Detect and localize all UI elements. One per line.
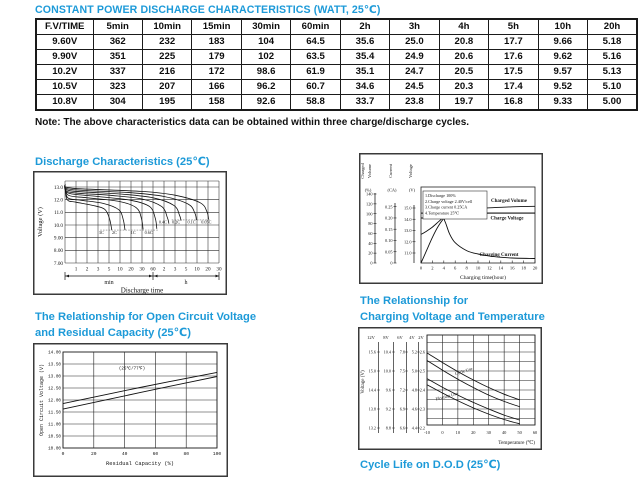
final-voltage-cell: 10.5V xyxy=(36,80,93,95)
svg-text:30: 30 xyxy=(139,266,145,273)
svg-text:0.25: 0.25 xyxy=(384,204,393,210)
watt-value-cell: 63.5 xyxy=(291,50,340,65)
svg-text:6.9: 6.9 xyxy=(399,406,405,412)
svg-text:4.6: 4.6 xyxy=(411,406,417,412)
svg-text:Charged Volume: Charged Volume xyxy=(491,199,527,204)
svg-text:-10: -10 xyxy=(424,430,430,435)
table-header-cell: 3h xyxy=(390,19,439,35)
svg-text:10: 10 xyxy=(455,430,461,435)
svg-text:18: 18 xyxy=(521,265,526,271)
svg-text:0: 0 xyxy=(61,452,65,457)
svg-text:2C: 2C xyxy=(112,229,117,235)
final-voltage-cell: 10.2V xyxy=(36,65,93,80)
page-title: CONSTANT POWER DISCHARGE CHARACTERISTICS (WATT, 25℃) xyxy=(35,4,381,16)
watt-value-cell: 17.6 xyxy=(489,50,538,65)
svg-text:Residual Capacity (%): Residual Capacity (%) xyxy=(106,461,174,467)
svg-text:12.00: 12.00 xyxy=(48,398,61,404)
svg-text:10.0: 10.0 xyxy=(53,222,63,229)
svg-text:0: 0 xyxy=(370,260,373,266)
svg-text:9.00: 9.00 xyxy=(53,235,63,242)
cycle-life-title: Cycle Life on D.O.D (25℃) xyxy=(360,459,501,471)
svg-text:0.20: 0.20 xyxy=(384,215,393,221)
svg-text:5: 5 xyxy=(107,266,111,273)
svg-text:Floating Use: Floating Use xyxy=(435,390,459,402)
charging-characteristics-chart xyxy=(359,153,543,284)
table-header-cell: 60min xyxy=(291,19,340,35)
svg-text:(25℃/77℉): (25℃/77℉) xyxy=(118,367,146,372)
svg-text:40: 40 xyxy=(368,240,373,246)
svg-text:3: 3 xyxy=(173,266,177,273)
final-voltage-cell: 10.8V xyxy=(36,95,93,111)
svg-text:8V: 8V xyxy=(383,335,389,340)
svg-text:13.0: 13.0 xyxy=(53,184,63,191)
svg-text:20: 20 xyxy=(91,452,97,457)
svg-text:2.3: 2.3 xyxy=(419,406,425,412)
svg-text:13.00: 13.00 xyxy=(48,374,61,380)
svg-text:100: 100 xyxy=(212,452,222,457)
svg-text:0.4C: 0.4C xyxy=(158,219,167,225)
svg-text:11.50: 11.50 xyxy=(48,410,61,416)
svg-text:Volume: Volume xyxy=(367,163,372,179)
watt-value-cell: 5.16 xyxy=(588,50,637,65)
svg-text:30: 30 xyxy=(216,266,222,273)
watt-value-cell: 20.8 xyxy=(439,35,488,50)
svg-text:4.4: 4.4 xyxy=(411,425,417,431)
svg-text:2.6: 2.6 xyxy=(419,349,425,355)
ocv-chart-title-line1: The Relationship for Open Circuit Voltage xyxy=(35,311,257,323)
watt-value-cell: 23.8 xyxy=(390,95,439,111)
svg-text:0.6C: 0.6C xyxy=(144,229,153,235)
watt-value-cell: 232 xyxy=(142,35,191,50)
watt-value-cell: 96.2 xyxy=(241,80,290,95)
svg-text:2.2: 2.2 xyxy=(419,425,425,431)
svg-text:3: 3 xyxy=(96,266,100,273)
table-header-cell: 10min xyxy=(142,19,191,35)
svg-text:6.6: 6.6 xyxy=(399,425,405,431)
watt-value-cell: 207 xyxy=(142,80,191,95)
svg-text:0.2C: 0.2C xyxy=(172,219,181,225)
final-voltage-cell: 9.60V xyxy=(36,35,93,50)
charging-voltage-temperature-chart xyxy=(358,327,542,450)
svg-text:Discharge time: Discharge time xyxy=(120,286,164,295)
watt-value-cell: 179 xyxy=(192,50,241,65)
svg-text:9.6: 9.6 xyxy=(385,387,391,393)
svg-text:Charging time(hour): Charging time(hour) xyxy=(459,275,507,281)
svg-text:Voltage (V): Voltage (V) xyxy=(361,370,366,394)
watt-value-cell: 362 xyxy=(93,35,142,50)
svg-text:0: 0 xyxy=(441,430,444,435)
svg-text:9.2: 9.2 xyxy=(385,406,391,412)
svg-text:30: 30 xyxy=(486,430,491,435)
svg-text:0.1C: 0.1C xyxy=(187,219,196,225)
svg-text:(CA): (CA) xyxy=(387,187,397,193)
watt-value-cell: 337 xyxy=(93,65,142,80)
watt-value-cell: 33.7 xyxy=(340,95,389,111)
watt-value-cell: 92.6 xyxy=(241,95,290,111)
watt-value-cell: 304 xyxy=(93,95,142,111)
svg-text:10.4: 10.4 xyxy=(383,349,391,355)
svg-text:11.00: 11.00 xyxy=(48,422,61,428)
svg-text:Current: Current xyxy=(388,163,393,179)
svg-text:4.Temperature 25℃: 4.Temperature 25℃ xyxy=(425,210,460,216)
table-header-cell: 10h xyxy=(538,19,587,35)
svg-text:60: 60 xyxy=(150,266,156,273)
svg-text:13.50: 13.50 xyxy=(48,362,61,368)
table-row xyxy=(36,65,637,80)
svg-text:10.00: 10.00 xyxy=(48,446,61,452)
watt-value-cell: 5.13 xyxy=(588,65,637,80)
svg-text:6V: 6V xyxy=(397,335,403,340)
svg-text:5: 5 xyxy=(184,266,188,273)
temp-chart-title xyxy=(360,294,545,325)
watt-value-cell: 20.6 xyxy=(439,50,488,65)
watt-value-cell: 9.62 xyxy=(538,50,587,65)
watt-value-cell: 17.7 xyxy=(489,35,538,50)
svg-text:0.15: 0.15 xyxy=(384,226,393,232)
watt-value-cell: 25.0 xyxy=(390,35,439,50)
svg-text:13.8: 13.8 xyxy=(368,406,376,412)
svg-text:140: 140 xyxy=(366,191,373,197)
svg-text:1C: 1C xyxy=(130,229,136,235)
watt-value-cell: 216 xyxy=(142,65,191,80)
table-note: Note: The above characteristics data can be obtained within three charge/discharge cycles. xyxy=(35,117,470,128)
svg-text:Open Circuit Voltage (V): Open Circuit Voltage (V) xyxy=(39,363,45,437)
svg-text:4.8: 4.8 xyxy=(411,387,417,393)
watt-value-cell: 9.57 xyxy=(538,65,587,80)
watt-value-cell: 5.18 xyxy=(588,35,637,50)
watt-value-cell: 35.1 xyxy=(340,65,389,80)
svg-text:0.05C: 0.05C xyxy=(201,219,212,225)
svg-text:0: 0 xyxy=(390,260,393,266)
watt-value-cell: 35.4 xyxy=(340,50,389,65)
table-header-cell: F.V/TIME xyxy=(36,19,93,35)
svg-text:Charge Voltage: Charge Voltage xyxy=(490,216,524,222)
svg-text:60: 60 xyxy=(152,452,159,457)
svg-text:7.8: 7.8 xyxy=(399,349,405,355)
watt-value-cell: 64.5 xyxy=(291,35,340,50)
svg-text:5.2: 5.2 xyxy=(411,349,417,355)
svg-text:120: 120 xyxy=(366,201,373,207)
svg-text:3C: 3C xyxy=(98,229,104,235)
watt-value-cell: 17.4 xyxy=(489,80,538,95)
svg-text:13.2: 13.2 xyxy=(368,425,376,431)
watt-value-cell: 60.7 xyxy=(291,80,340,95)
svg-text:80: 80 xyxy=(368,221,373,227)
watt-value-cell: 16.8 xyxy=(489,95,538,111)
svg-text:15.0: 15.0 xyxy=(403,205,412,211)
watt-value-cell: 195 xyxy=(142,95,191,111)
discharge-characteristics-chart xyxy=(33,171,227,295)
svg-text:(V): (V) xyxy=(408,187,416,193)
constant-power-table xyxy=(35,18,638,111)
svg-text:100: 100 xyxy=(366,211,373,217)
svg-text:12.0: 12.0 xyxy=(53,197,63,204)
svg-text:10: 10 xyxy=(194,266,200,273)
svg-text:0.05: 0.05 xyxy=(384,249,393,255)
svg-text:11.0: 11.0 xyxy=(404,250,412,256)
svg-text:14.4: 14.4 xyxy=(368,387,376,393)
watt-value-cell: 17.5 xyxy=(489,65,538,80)
table-header-cell: 2h xyxy=(340,19,389,35)
svg-text:15.6: 15.6 xyxy=(368,349,376,355)
final-voltage-cell: 9.90V xyxy=(36,50,93,65)
svg-text:40: 40 xyxy=(501,430,507,435)
svg-text:8.8: 8.8 xyxy=(385,425,391,431)
svg-text:12.0: 12.0 xyxy=(403,239,412,245)
svg-text:20: 20 xyxy=(532,265,538,271)
watt-value-cell: 172 xyxy=(192,65,241,80)
ocv-chart-title-line2: and Residual Capacity (25℃) xyxy=(35,326,191,339)
watt-value-cell: 102 xyxy=(241,50,290,65)
temp-chart-title-line2: Charging Voltage and Temperature xyxy=(360,310,545,323)
svg-text:10.0: 10.0 xyxy=(383,368,391,374)
svg-text:20: 20 xyxy=(128,266,134,273)
watt-value-cell: 35.6 xyxy=(340,35,389,50)
svg-text:2: 2 xyxy=(85,266,89,273)
svg-text:6: 6 xyxy=(454,265,457,271)
temp-chart-title-line1: The Relationship for xyxy=(360,295,469,307)
watt-value-cell: 19.7 xyxy=(439,95,488,111)
watt-value-cell: 34.6 xyxy=(340,80,389,95)
svg-text:2.5: 2.5 xyxy=(419,368,425,374)
svg-text:0.10: 0.10 xyxy=(384,238,393,244)
svg-text:14: 14 xyxy=(498,265,504,271)
svg-text:20: 20 xyxy=(368,250,373,256)
svg-text:10.50: 10.50 xyxy=(48,434,61,440)
svg-text:2.Charge voltage 2.40V/cell: 2.Charge voltage 2.40V/cell xyxy=(425,198,473,204)
watt-value-cell: 158 xyxy=(192,95,241,111)
svg-text:11.0: 11.0 xyxy=(54,210,63,217)
svg-text:min: min xyxy=(104,279,114,286)
svg-text:12: 12 xyxy=(487,265,492,271)
svg-text:1.Discharge 100%: 1.Discharge 100% xyxy=(425,193,456,198)
watt-value-cell: 9.33 xyxy=(538,95,587,111)
table-header-cell: 20h xyxy=(588,19,637,35)
table-row xyxy=(36,95,637,111)
svg-text:Voltage (V): Voltage (V) xyxy=(37,207,44,237)
svg-text:60: 60 xyxy=(532,430,538,435)
watt-value-cell: 61.9 xyxy=(291,65,340,80)
watt-value-cell: 323 xyxy=(93,80,142,95)
watt-value-cell: 351 xyxy=(93,50,142,65)
svg-text:15.0: 15.0 xyxy=(368,368,376,374)
svg-text:3.Charge current 0.25CA: 3.Charge current 0.25CA xyxy=(425,204,468,210)
svg-text:1: 1 xyxy=(74,266,78,273)
watt-value-cell: 225 xyxy=(142,50,191,65)
table-row xyxy=(36,80,637,95)
table-header-cell: 4h xyxy=(439,19,488,35)
watt-value-cell: 9.66 xyxy=(538,35,587,50)
watt-value-cell: 20.5 xyxy=(439,65,488,80)
svg-text:2V: 2V xyxy=(418,335,424,340)
watt-value-cell: 24.7 xyxy=(390,65,439,80)
svg-text:2: 2 xyxy=(431,265,434,271)
table-row xyxy=(36,35,637,50)
svg-text:7.5: 7.5 xyxy=(399,368,405,374)
watt-value-cell: 24.5 xyxy=(390,80,439,95)
watt-value-cell: 166 xyxy=(192,80,241,95)
table-header-row xyxy=(36,19,637,35)
svg-text:8.00: 8.00 xyxy=(53,248,63,255)
watt-value-cell: 9.52 xyxy=(538,80,587,95)
svg-text:10: 10 xyxy=(475,265,481,271)
watt-value-cell: 5.10 xyxy=(588,80,637,95)
table-header-cell: 15min xyxy=(192,19,241,35)
table-header-cell: 30min xyxy=(241,19,290,35)
watt-value-cell: 104 xyxy=(241,35,290,50)
svg-text:5.0: 5.0 xyxy=(411,368,417,374)
discharge-chart-title: Discharge Characteristics (25℃) xyxy=(35,156,210,168)
svg-text:7.2: 7.2 xyxy=(399,387,405,393)
svg-text:Cycle Use: Cycle Use xyxy=(454,366,474,377)
svg-text:h: h xyxy=(184,279,188,286)
svg-text:Charged: Charged xyxy=(360,163,365,179)
svg-text:50: 50 xyxy=(517,430,522,435)
svg-text:16: 16 xyxy=(509,265,515,271)
svg-text:0: 0 xyxy=(419,265,423,271)
watt-value-cell: 5.00 xyxy=(588,95,637,111)
open-circuit-voltage-chart xyxy=(33,343,228,477)
table-header-cell: 5min xyxy=(93,19,142,35)
ocv-chart-title xyxy=(35,310,256,341)
svg-text:4: 4 xyxy=(442,265,445,271)
svg-text:14.0: 14.0 xyxy=(403,216,412,222)
svg-text:13.0: 13.0 xyxy=(403,228,412,234)
svg-text:8: 8 xyxy=(465,265,468,271)
svg-text:40: 40 xyxy=(121,452,128,457)
svg-text:12V: 12V xyxy=(367,335,375,340)
watt-value-cell: 58.8 xyxy=(291,95,340,111)
svg-text:12.50: 12.50 xyxy=(48,386,61,392)
svg-text:(%): (%) xyxy=(364,187,372,193)
svg-text:20: 20 xyxy=(205,266,211,273)
svg-text:2.4: 2.4 xyxy=(419,387,425,393)
svg-text:Charging Current: Charging Current xyxy=(479,253,519,258)
svg-text:Voltage: Voltage xyxy=(408,164,413,178)
watt-value-cell: 98.6 xyxy=(241,65,290,80)
svg-text:60: 60 xyxy=(368,231,373,237)
svg-text:7.00: 7.00 xyxy=(53,260,63,267)
watt-value-cell: 20.3 xyxy=(439,80,488,95)
svg-text:14.00: 14.00 xyxy=(48,350,61,356)
svg-text:2: 2 xyxy=(162,266,166,273)
svg-text:10: 10 xyxy=(117,266,123,273)
svg-text:80: 80 xyxy=(183,452,189,457)
table-header-cell: 5h xyxy=(489,19,538,35)
watt-value-cell: 24.9 xyxy=(390,50,439,65)
table-row xyxy=(36,50,637,65)
svg-text:20: 20 xyxy=(471,430,476,435)
svg-text:4V: 4V xyxy=(409,335,415,340)
svg-text:Temperature (℃): Temperature (℃) xyxy=(498,440,535,446)
watt-value-cell: 183 xyxy=(192,35,241,50)
